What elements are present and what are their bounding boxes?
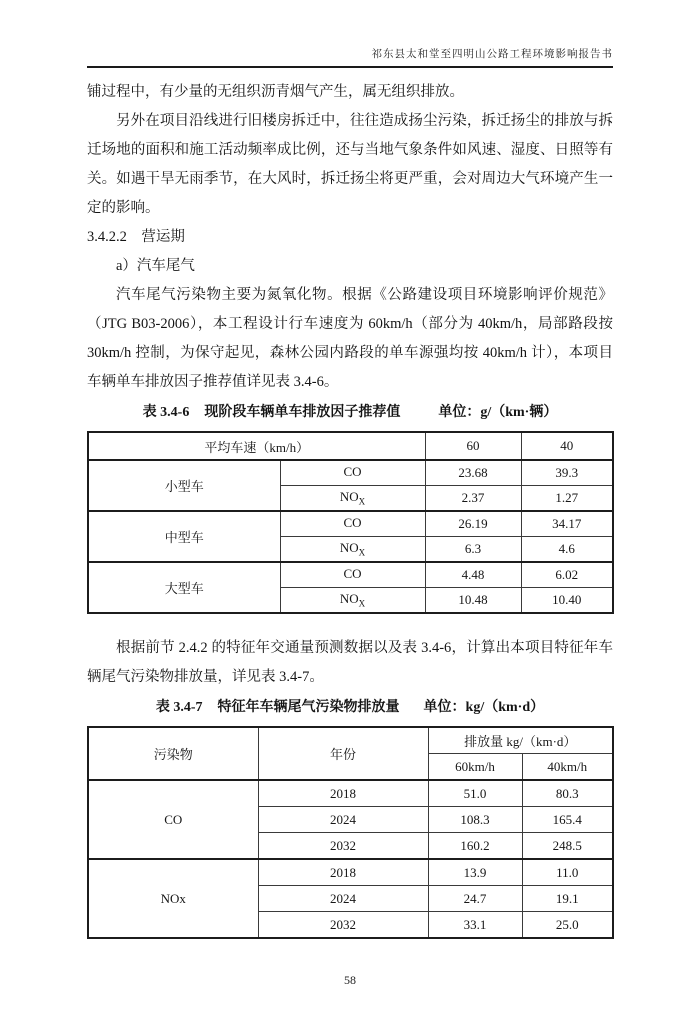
value-cell: 165.4: [522, 807, 613, 833]
value-cell: 160.2: [428, 833, 522, 860]
document-page: [0, 46, 700, 939]
pollutant-name: NO: [339, 540, 359, 556]
year-cell: 2018: [258, 780, 428, 807]
value-cell: 6.3: [425, 537, 521, 563]
value-cell: 33.1: [428, 912, 522, 939]
pollutant-cell: [280, 511, 425, 537]
year-cell: 2018: [258, 859, 428, 886]
pollutant-name: CO: [343, 515, 362, 531]
speed-40-header-cell: 40: [521, 432, 613, 460]
value-cell: 248.5: [522, 833, 613, 860]
table-3-4-7-caption: [87, 697, 613, 719]
emission-header-cell: 排放量 kg/（km·d）: [428, 727, 613, 754]
pollutant-group-cell: NOx: [88, 859, 258, 938]
table-3-4-6-caption-label: 表 3.4-6: [142, 405, 190, 420]
body-text-2: [87, 634, 613, 692]
pollutant-cell: [280, 588, 425, 614]
pollutant-subscript: X: [358, 598, 366, 609]
value-cell: 2.37: [425, 486, 521, 512]
pollutant-name: NO: [339, 489, 359, 505]
pollutant-name: CO: [343, 464, 362, 480]
value-cell: 24.7: [428, 886, 522, 912]
pollutant-cell: [280, 486, 425, 512]
value-cell: 26.19: [425, 511, 521, 537]
table-3-4-6-caption: [87, 402, 613, 424]
year-header-cell: 年份: [258, 727, 428, 780]
value-cell: 4.48: [425, 562, 521, 588]
section-heading-3-4-2-2: 3.4.2.2 营运期: [87, 229, 185, 245]
value-cell: 108.3: [428, 807, 522, 833]
value-cell: 25.0: [522, 912, 613, 939]
page-number: 58: [344, 973, 356, 987]
table-3-4-7-caption-title: 特征年车辆尾气污染物排放量: [217, 700, 400, 715]
running-header: [87, 46, 613, 68]
pollutant-cell: [280, 537, 425, 563]
value-cell: 13.9: [428, 859, 522, 886]
vehicle-type-cell: 小型车: [88, 460, 280, 511]
vehicle-type-cell: 中型车: [88, 511, 280, 562]
value-cell: 51.0: [428, 780, 522, 807]
value-cell: 39.3: [521, 460, 613, 486]
table-3-4-6: [87, 431, 614, 614]
paragraph-demolition-dust: 另外在项目沿线进行旧楼房拆迁中，往往造成扬尘污染，拆迁扬尘的排放与拆迁场地的面积和施工活动频率成比例，还与当地气象条件如风速、湿度、日照等有关。如遇干旱无雨季节，在大风时，拆迁扬尘将更严重，会对周边大气环境产生一定的影响。: [87, 113, 613, 216]
pollutant-cell: [280, 460, 425, 486]
speed-60-header-cell: 60: [425, 432, 521, 460]
value-cell: 34.17: [521, 511, 613, 537]
paragraph-emission-calc: 根据前节 2.4.2 的特征年交通量预测数据以及表 3.4-6，计算出本项目特征年车辆尾气污染物排放量，详见表 3.4-7。: [87, 640, 613, 685]
pollutant-subscript: X: [358, 547, 366, 558]
value-cell: 11.0: [522, 859, 613, 886]
value-cell: 4.6: [521, 537, 613, 563]
running-title: 祁东县太和堂至四明山公路工程环境影响报告书: [371, 49, 613, 60]
year-cell: 2032: [258, 912, 428, 939]
value-cell: 23.68: [425, 460, 521, 486]
table-3-4-7: [87, 726, 614, 939]
pollutant-name: NO: [339, 591, 359, 607]
speed-40-header-cell: 40km/h: [522, 754, 613, 781]
year-cell: 2024: [258, 807, 428, 833]
table-3-4-6-caption-title: 现阶段车辆单车排放因子推荐值: [204, 405, 401, 420]
value-cell: 80.3: [522, 780, 613, 807]
speed-60-header-cell: 60km/h: [428, 754, 522, 781]
avg-speed-header-cell: 平均车速（km/h）: [88, 432, 425, 460]
value-cell: 19.1: [522, 886, 613, 912]
pollutant-name: CO: [343, 566, 362, 582]
value-cell: 6.02: [521, 562, 613, 588]
vehicle-type-cell: 大型车: [88, 562, 280, 613]
value-cell: 10.40: [521, 588, 613, 614]
table-3-4-7-caption-label: 表 3.4-7: [155, 700, 203, 715]
year-cell: 2024: [258, 886, 428, 912]
table-3-4-6-caption-unit: 单位：g/（km·辆）: [438, 405, 558, 420]
body-text: [87, 78, 613, 397]
pollutant-header-cell: 污染物: [88, 727, 258, 780]
pollutant-cell: [280, 562, 425, 588]
table-3-4-7-caption-unit: 单位：kg/（km·d）: [423, 700, 545, 715]
paragraph-exhaust-intro: 汽车尾气污染物主要为氮氧化物。根据《公路建设项目环境影响评价规范》（JTG B03-2006），本工程设计行车速度为 60km/h（部分为 40km/h，局部路段按 30km/h 控制，为保守起见，森林公园内路段的单车源强均按 40km/h 计），本项目车辆单车排放因子推荐值详见表 3.4-6。: [87, 287, 613, 390]
value-cell: 1.27: [521, 486, 613, 512]
paragraph-asphalt-fumes: 铺过程中，有少量的无组织沥青烟气产生，属无组织排放。: [87, 84, 464, 100]
pollutant-subscript: X: [358, 496, 366, 507]
pollutant-group-cell: CO: [88, 780, 258, 859]
value-cell: 10.48: [425, 588, 521, 614]
subsection-heading-a: a）汽车尾气: [116, 258, 195, 274]
year-cell: 2032: [258, 833, 428, 860]
